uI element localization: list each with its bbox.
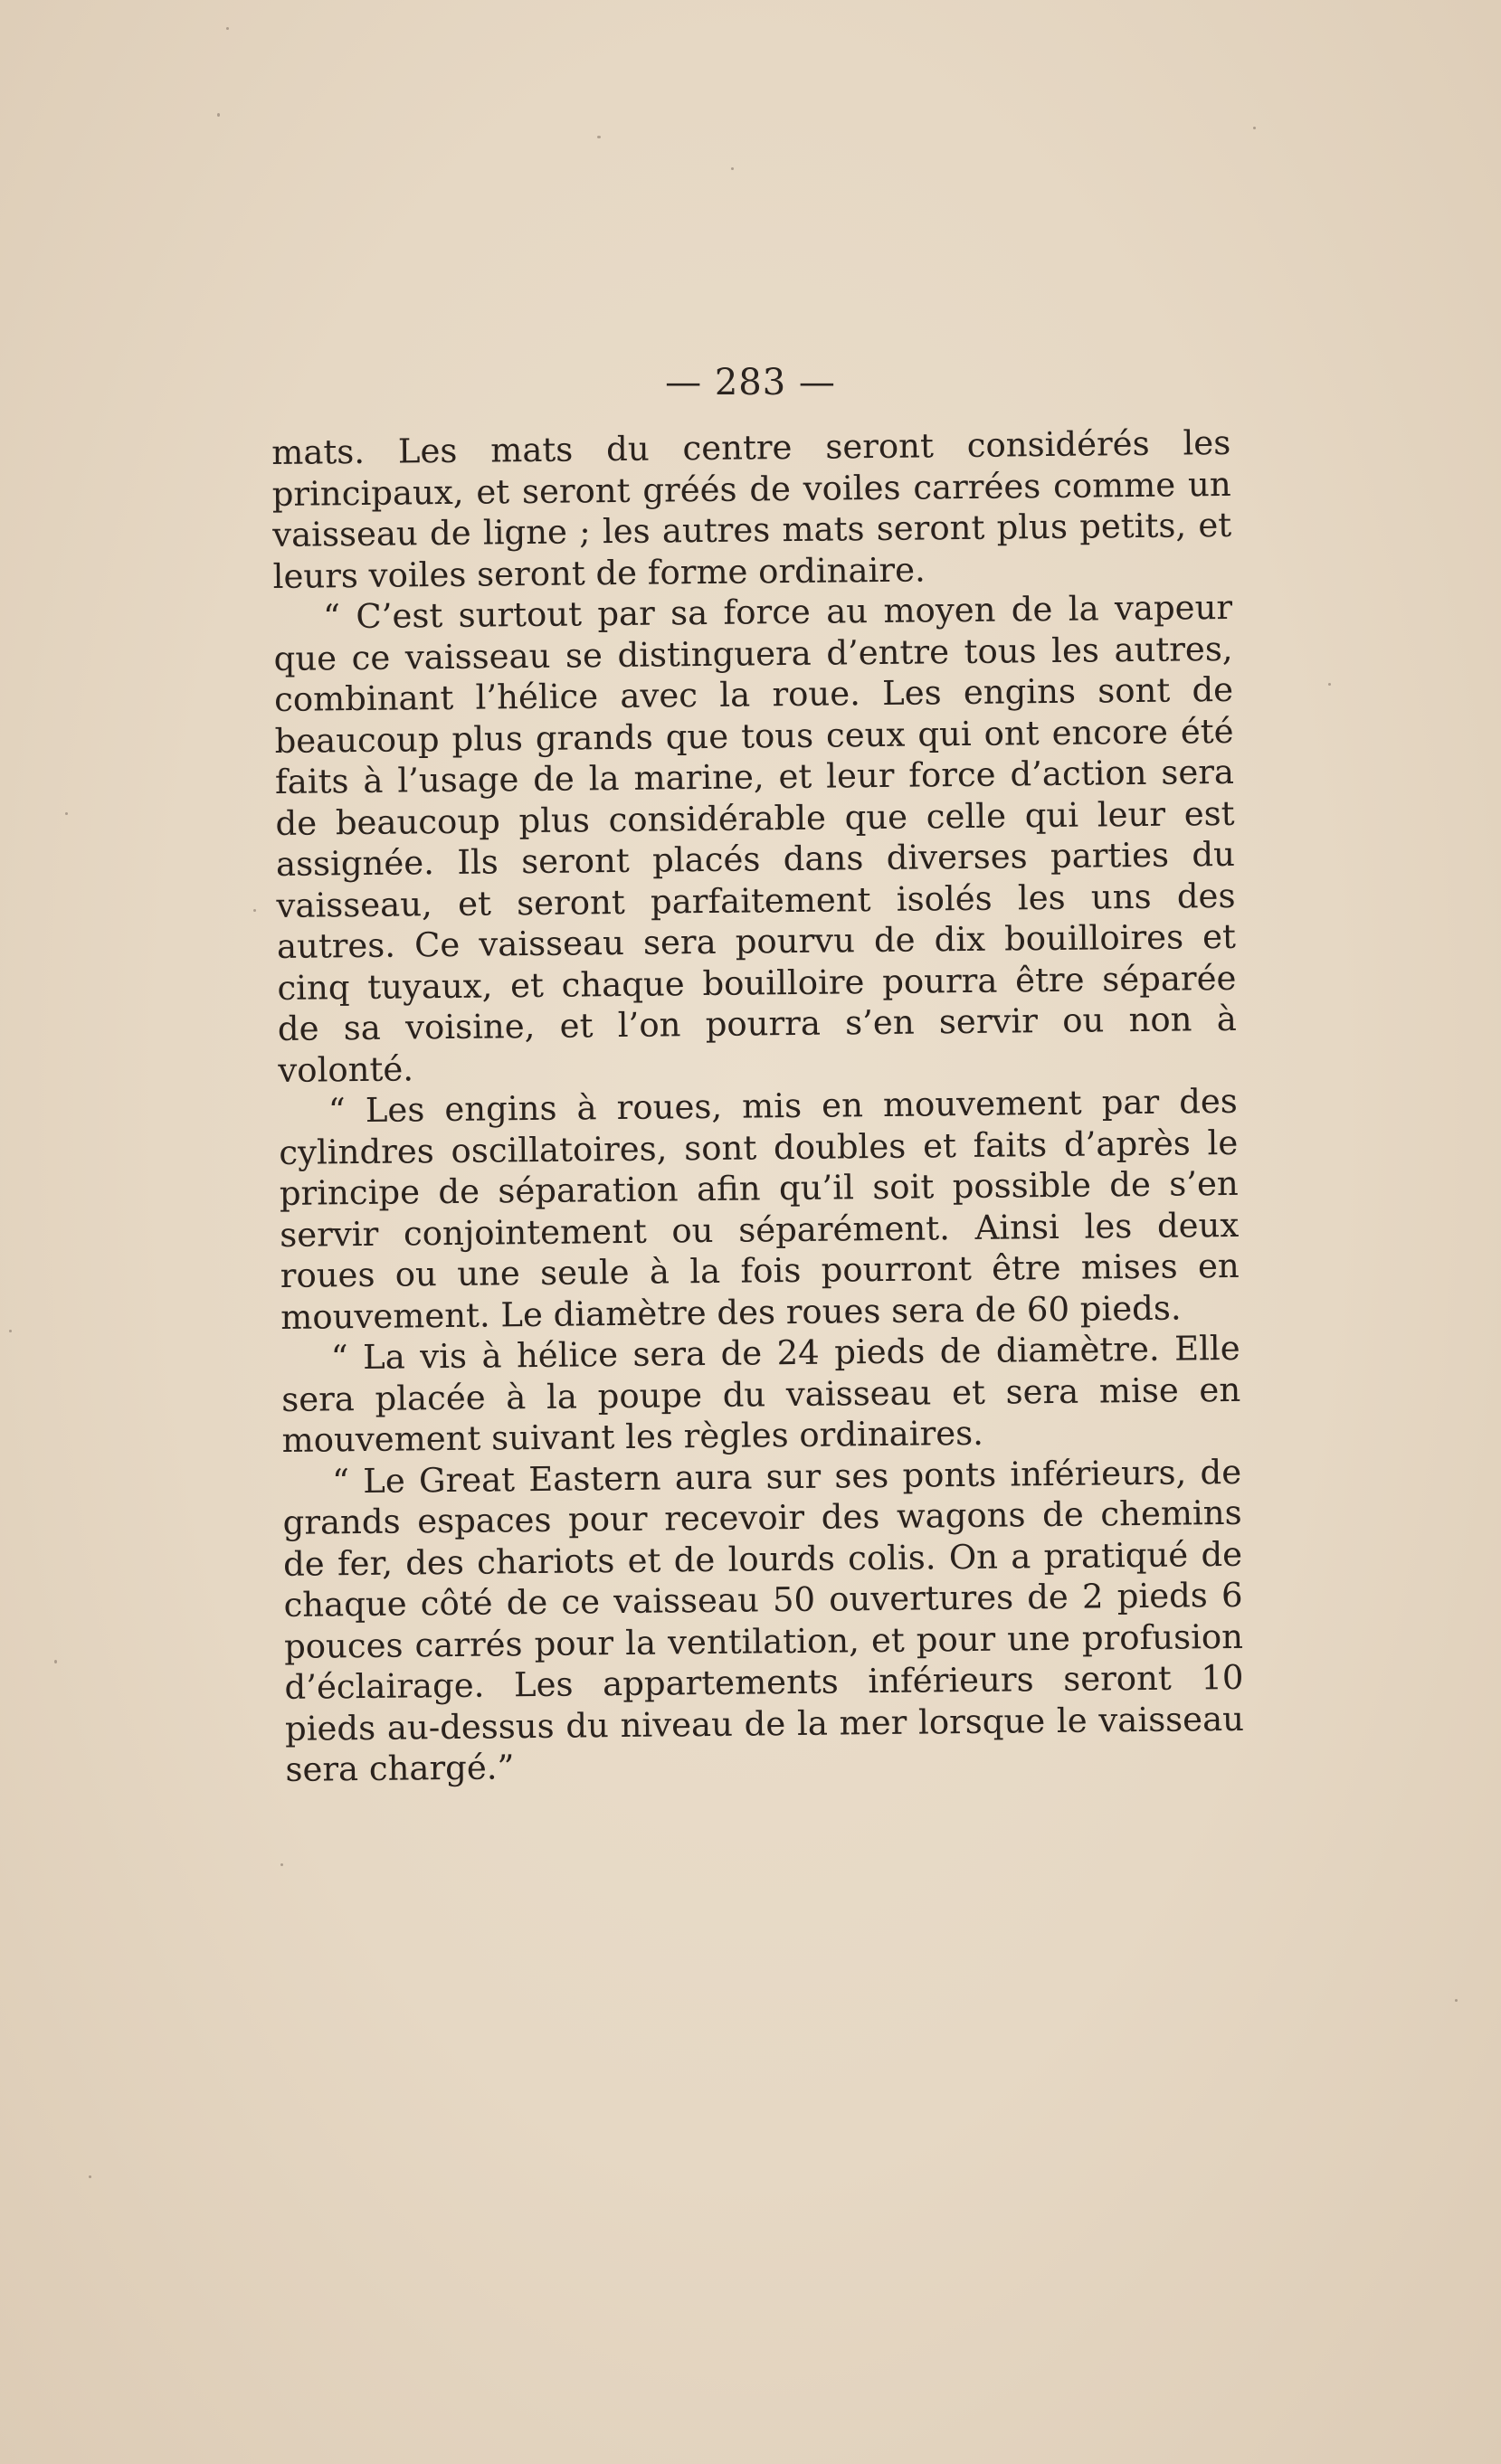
body-text [271, 422, 1245, 1791]
paper-speck [1253, 127, 1256, 129]
paper-speck [89, 2175, 91, 2178]
paragraph-paddle-engines: “ Les engins à roues, mis en mouvement par des cylindres oscillatoires, sont doubles et faits d’après le principe de séparation afin qu’il soit possible de s’en servir conjointement ou séparément. Ainsi les deux roues ou une seule à la fois pourront être mises en mouvement. Le diamètre des roues sera de 60 pieds. [279, 1081, 1240, 1337]
paper-speck [1328, 683, 1331, 686]
paper-speck [65, 812, 68, 815]
paper-speck [9, 1330, 12, 1332]
paper-speck [280, 1863, 283, 1866]
paper-speck [1455, 1999, 1458, 2002]
page-number: — 283 — [665, 362, 836, 403]
paper-speck [731, 167, 734, 170]
paragraph-screw-propeller: “ La vis à hélice sera de 24 pieds de diamètre. Elle sera placée à la poupe du vaisseau et sera mise en mouvement suivant les règles ordinaires. [280, 1328, 1241, 1460]
paper-speck [253, 909, 256, 912]
paragraph-lower-decks: “ Le Great Eastern aura sur ses ponts inférieurs, de grands espaces pour recevoir des wagons de chemins de fer, des chariots et de lourds colis. On a pratiqué de chaque côté de ce vaisseau 50 ouvertures de 2 pieds 6 pouces carrés pour la ventilation, et pour une profusion d’éclairage. Les appartements inférieurs seront 10 pieds au-dessus du niveau de la mer lorsque le vaisseau sera chargé.” [282, 1452, 1245, 1789]
paragraph-continuation: mats. Les mats du centre seront considérés les principaux, et seront gréés de voiles carrées comme un vaisseau de ligne ; les autres mats seront plus petits, et leurs voiles seront de forme ordinaire. [271, 422, 1232, 596]
paper-speck [217, 113, 220, 117]
paper-speck [226, 27, 229, 30]
paper-speck [54, 1660, 57, 1663]
paragraph-steam-power: “ C’est surtout par sa force au moyen de la vapeur que ce vaisseau se distinguera d’entre tous les autres, combinant l’hélice avec la roue. Les engins sont de beaucoup plus grands que tous ceux qui ont encore été faits à l’usage de la marine, et leur force d’action sera de beaucoup plus considérable que celle qui leur est assignée. Ils seront placés dans diverses parties du vaisseau, et seront parfaitement isolés les uns des autres. Ce vaisseau sera pourvu de dix bouilloires et cinq tuyaux, et chaque bouilloire pourra être séparée de sa voisine, et l’on pourra s’en servir ou non à volonté. [273, 587, 1238, 1090]
paper-speck [597, 136, 601, 138]
